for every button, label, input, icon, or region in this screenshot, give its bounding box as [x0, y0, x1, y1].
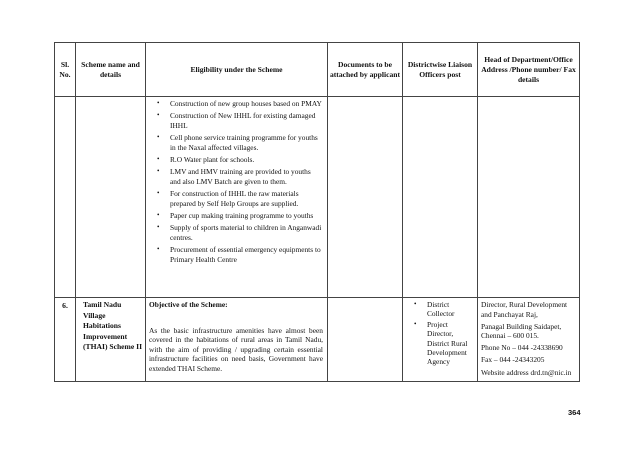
- bullet-icon: •: [157, 167, 160, 176]
- header-scheme: Scheme name and details: [76, 43, 146, 97]
- bullet-icon: •: [157, 155, 160, 164]
- bullet-icon: •: [414, 300, 417, 308]
- header-sl-no: Sl. No.: [55, 43, 76, 97]
- liaison-list: [407, 300, 473, 367]
- scheme-table: [54, 42, 580, 382]
- bullet-icon: •: [157, 211, 160, 220]
- page-number: 364: [568, 408, 581, 417]
- eligibility-item: [150, 211, 323, 220]
- eligibility-item-text: Cell phone service training programme for youths in the Naxal affected villages.: [170, 133, 318, 152]
- liaison-item: [407, 320, 473, 367]
- scheme-row-6: [55, 298, 580, 382]
- eligibility-item-text: R.O Water plant for schools.: [170, 155, 255, 165]
- liaison-item-text: Project Director, District Rural Development Agency: [427, 319, 468, 367]
- contact-line: Website address drd.tn@nic.in: [481, 367, 572, 377]
- objective-title: Objective of the Scheme:: [149, 300, 228, 309]
- bullet-icon: •: [157, 133, 160, 142]
- eligibility-item: [150, 189, 323, 208]
- bullet-icon: •: [157, 245, 160, 254]
- liaison-item: [407, 300, 473, 319]
- contact-line: Phone No – 044 -24338690: [481, 343, 563, 353]
- eligibility-item-text: LMV and HMV training are provided to youths and also LMV Batch are given to them.: [170, 167, 311, 186]
- eligibility-item: [150, 223, 323, 242]
- eligibility-bullet-list: [150, 99, 323, 264]
- eligibility-item: [150, 111, 323, 130]
- bullet-icon: •: [157, 189, 160, 198]
- head-contact-details: [478, 298, 580, 382]
- bullet-icon: •: [157, 99, 160, 107]
- bullet-icon: •: [157, 111, 160, 120]
- eligibility-item: [150, 133, 323, 152]
- eligibility-item: [150, 99, 323, 108]
- eligibility-item-text: Procurement of essential emergency equipments to Primary Health Centre: [170, 245, 321, 264]
- eligibility-continuation: [146, 97, 328, 298]
- row-serial-number: 6.: [55, 298, 76, 382]
- scheme-name: Tamil Nadu Village Habitations Improvement (THAI) Scheme II: [76, 298, 146, 382]
- eligibility-item-text: For construction of IHHL the raw materials prepared by Self Help Groups are supplied.: [170, 189, 299, 208]
- liaison-item-text: District Collector: [427, 300, 455, 319]
- eligibility-item: [150, 167, 323, 186]
- documents-cell: [328, 298, 403, 382]
- liaison-officers: [403, 298, 478, 382]
- eligibility-item-text: Supply of sports material to children in Anganwadi centres.: [170, 223, 322, 242]
- contact-line: Panagal Building Saidapet, Chennai – 600 015.: [481, 321, 562, 341]
- header-liaison: Districtwise Liaison Officers post: [403, 43, 478, 97]
- header-eligibility: Eligibility under the Scheme: [146, 43, 328, 97]
- header-row: [55, 43, 580, 97]
- continuation-row: [55, 97, 580, 298]
- scheme-objective: [146, 298, 328, 382]
- eligibility-item: [150, 155, 323, 164]
- bullet-icon: •: [414, 319, 417, 328]
- eligibility-item: [150, 245, 323, 264]
- objective-body: As the basic infrastructure amenities have almost been covered in the habitations of rural areas in Tamil Nadu, with the aim of providing / upgrading certain essential infrastructure facilities on need basis, Government have extended THAI Scheme.: [149, 325, 323, 373]
- bullet-icon: •: [157, 223, 160, 232]
- eligibility-item-text: Construction of new group houses based on PMAY: [170, 99, 322, 108]
- eligibility-item-text: Paper cup making training programme to youths: [170, 211, 314, 221]
- header-head-of-department: Head of Department/Office Address /Phone number/ Fax details: [478, 43, 580, 97]
- header-documents: Documents to be attached by applicant: [328, 43, 403, 97]
- eligibility-item-text: Construction of New IHHL for existing damaged IHHL: [170, 111, 316, 130]
- contact-line: Fax – 044 -24343205: [481, 355, 545, 365]
- contact-line: Director, Rural Development and Panchayat Raj,: [481, 300, 568, 319]
